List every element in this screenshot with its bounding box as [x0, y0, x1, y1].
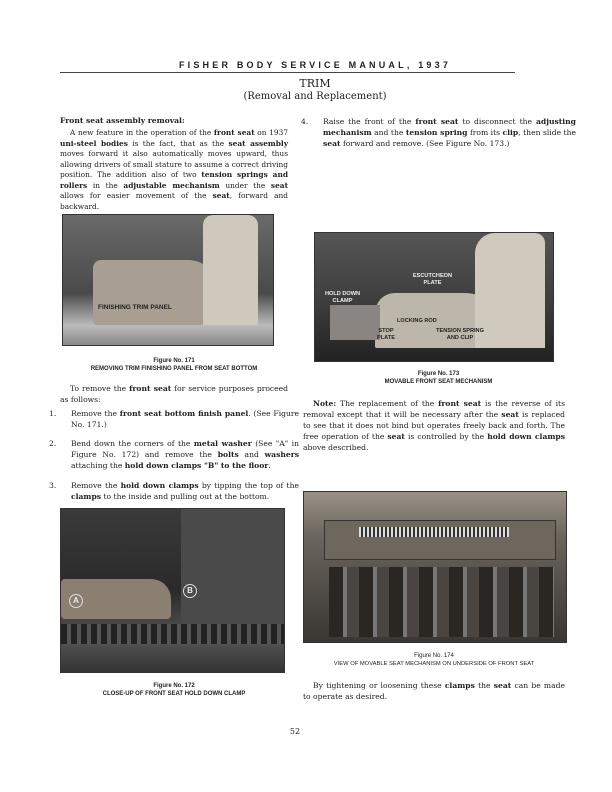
springs-shape: [329, 567, 554, 637]
bold-term: seat: [493, 681, 512, 690]
text-run: can be made to operate as desired.: [303, 681, 566, 701]
floor-track-shape: [61, 624, 284, 644]
text-run: By tightening or loosening these: [313, 681, 445, 690]
page-subtitle: (Removal and Replacement): [243, 91, 387, 102]
bold-term: seat: [270, 180, 288, 190]
figure-174-caption: VIEW OF MOVABLE SEAT MECHANISM ON UNDERSIDE OF FRONT SEAT: [333, 661, 535, 667]
escutcheon-plate-label: ESCUTCHEON PLATE: [412, 273, 453, 286]
text-run: in the: [87, 180, 124, 190]
intro-paragraph: [60, 128, 288, 212]
text-run: Raise the front of the: [323, 117, 416, 126]
text-run: for service purposes proceed as follows:: [60, 384, 288, 404]
step-number: 4.: [301, 117, 309, 126]
stop-plate-label: STOP PLATE: [377, 328, 395, 341]
figure-172-photo: [60, 508, 285, 673]
bold-term: uni-steel bodies: [60, 138, 128, 148]
seat-side-shape: [181, 509, 284, 634]
closing-paragraph: [303, 680, 565, 702]
bold-term: metal washer: [193, 439, 252, 448]
bold-term: seat: [323, 139, 341, 148]
text-run: .: [268, 461, 271, 470]
bold-term: tension spring: [405, 128, 468, 137]
page-number: 52: [289, 727, 301, 736]
text-run: and the: [371, 128, 406, 137]
text-run: is replaced to see that it does not bind but operates freely back and forth. The free operation of the: [303, 410, 565, 441]
note-paragraph: [303, 398, 565, 453]
section-heading: Front seat assembly removal:: [60, 116, 185, 125]
label-b: B: [183, 584, 197, 598]
bold-term: seat: [501, 410, 519, 419]
text-run: is the reverse of its removal except that it will be necessary after the: [303, 399, 565, 419]
text-run: . (See Figure No. 171.): [71, 409, 300, 429]
step-number: 1.: [49, 409, 57, 418]
bold-term: clamps: [444, 681, 475, 690]
text-run: Remove the: [71, 481, 121, 490]
page-title: TRIM: [299, 77, 331, 90]
header-rule: [60, 72, 515, 73]
figure-173-caption: MOVABLE FRONT SEAT MECHANISM: [384, 379, 493, 385]
seat-back-shape: [475, 233, 545, 348]
bold-term: adjusting mechanism: [323, 117, 576, 137]
text-run: forward and remove. (See Figure No. 173.): [340, 139, 510, 148]
step-number: 2.: [49, 439, 57, 448]
step-1: [49, 408, 300, 430]
bold-term: hold down clamps: [487, 432, 565, 441]
text-run: , forward and backward.: [60, 191, 288, 211]
text-run: moves forward it also automatically moves upward, thus allowing drivers of small stature to assume a correct driving position. The addition also of two: [60, 149, 288, 179]
seat-front-shape: [330, 305, 380, 340]
step-3: [49, 480, 299, 502]
hold-down-clamp-label: HOLD DOWN CLAMP: [324, 291, 361, 304]
bold-term: bolts: [217, 450, 239, 459]
step-4: [301, 116, 576, 149]
text-run: on 1937: [254, 128, 289, 137]
text-run: The replacement of the: [336, 399, 439, 408]
bold-term: hold down clamps "B" to the floor: [124, 461, 269, 470]
figure-173-number: Figure No. 173: [417, 371, 460, 377]
text-run: under the: [219, 180, 271, 190]
bold-term: front seat bottom finish panel: [119, 409, 249, 418]
text-run: is controlled by the: [404, 432, 488, 441]
text-run: Remove the: [71, 409, 120, 418]
figure-171-caption: REMOVING TRIM FINISHING PANEL FROM SEAT BOTTOM: [90, 366, 258, 372]
locking-rod-label: LOCKING ROD: [397, 318, 437, 324]
bold-term: washers: [264, 450, 299, 459]
text-run: from its: [467, 128, 503, 137]
figure-172-number: Figure No. 172: [153, 683, 195, 689]
bold-term: hold down clamps: [120, 481, 199, 490]
text-run: Bend down the corners of the: [71, 439, 194, 448]
text-run: A new feature in the operation of the: [70, 128, 214, 137]
bold-term: seat assembly: [228, 138, 289, 148]
text-run: to disconnect the: [458, 117, 536, 126]
bold-term: adjustable mechanism: [123, 180, 220, 190]
text-run: allows for easier movement of the: [60, 191, 213, 200]
text-run: , then slide the: [518, 128, 576, 137]
bold-term: clamps: [71, 492, 102, 501]
bold-term: front seat: [438, 399, 482, 408]
seat-back-shape: [203, 215, 258, 325]
rail-shape: [359, 527, 509, 537]
running-header: FISHER BODY SERVICE MANUAL, 1937: [178, 60, 452, 70]
seat-shape: [93, 260, 218, 325]
figure-174-number: Figure No. 174: [414, 653, 454, 659]
mechanism-plate-shape: [324, 520, 556, 560]
step-2: [49, 438, 299, 471]
bold-term: front seat: [213, 128, 255, 137]
tension-spring-label: TENSION SPRING AND CLIP: [436, 328, 484, 341]
text-run: above described.: [303, 443, 369, 452]
text-run: (See "A" in Figure No. 172) and remove the: [71, 439, 299, 459]
figure-174-photo: [303, 491, 567, 643]
bold-term: front seat: [415, 117, 459, 126]
text-run: and: [238, 450, 265, 459]
text-run: the: [474, 681, 494, 690]
finishing-trim-panel-label: FINISHING TRIM PANEL: [98, 304, 172, 311]
proceed-paragraph: [60, 383, 288, 405]
figure-171-photo: [62, 214, 274, 346]
bold-term: seat: [387, 432, 405, 441]
bold-term: seat: [212, 191, 230, 200]
figure-172-caption: CLOSE-UP OF FRONT SEAT HOLD DOWN CLAMP: [102, 691, 246, 697]
text-run: To remove the: [70, 384, 130, 393]
step-number: 3.: [49, 481, 57, 490]
text-run: is the fact, that as the: [127, 138, 229, 148]
label-a: A: [69, 594, 83, 608]
text-run: attaching the: [71, 461, 125, 470]
figure-173-photo: [314, 232, 554, 362]
figure-171-number: Figure No. 171: [153, 358, 195, 364]
bold-term: tension springs and rollers: [60, 170, 289, 190]
note-label: Note:: [313, 399, 337, 408]
text-run: to the inside and pulling out at the bottom.: [101, 492, 270, 501]
bold-term: clip: [502, 128, 519, 137]
text-run: by tipping the top of the: [198, 481, 299, 490]
bold-term: front seat: [129, 384, 172, 393]
